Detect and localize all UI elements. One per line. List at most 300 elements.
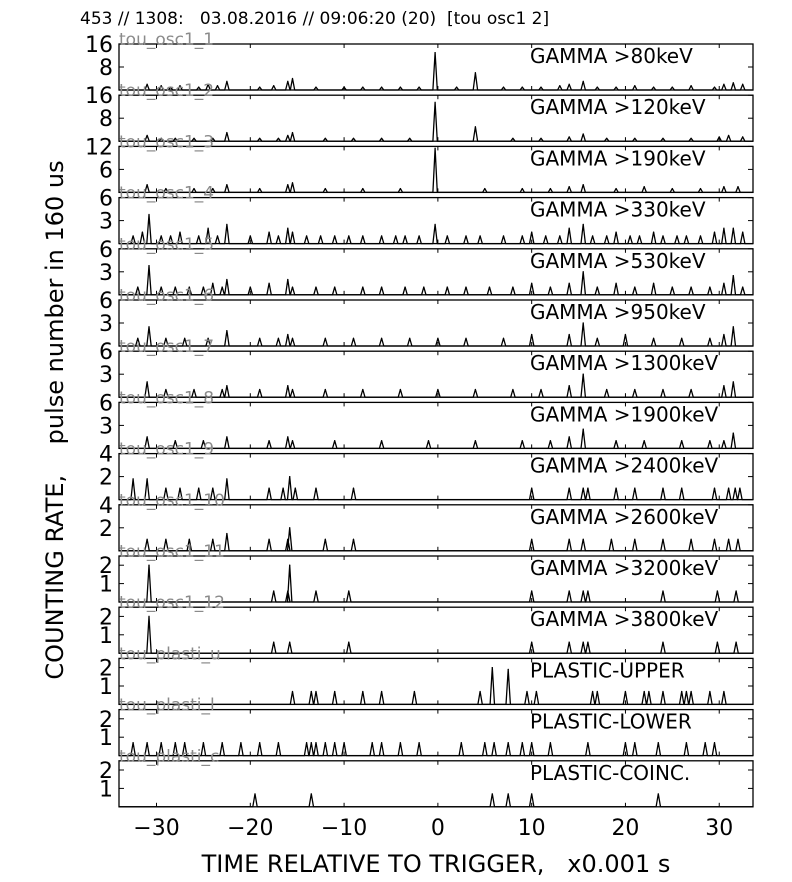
peak-point: [434, 148, 435, 149]
peak-point: [456, 87, 457, 88]
peak-point: [287, 590, 288, 591]
peak-point: [419, 235, 420, 236]
peak-point: [522, 188, 523, 189]
peak-point: [148, 616, 149, 617]
peak-point: [362, 235, 363, 236]
peak-point: [569, 488, 570, 489]
peak-point: [147, 742, 148, 743]
peak-point: [381, 338, 382, 339]
peak-point: [273, 85, 274, 86]
peak-point: [512, 287, 513, 288]
peak-point: [434, 102, 435, 103]
peak-point: [662, 590, 663, 591]
peak-point: [691, 691, 692, 692]
peak-point: [465, 338, 466, 339]
peak-point: [606, 389, 607, 390]
peak-point: [611, 539, 612, 540]
peak-point: [662, 539, 663, 540]
peak-point: [714, 87, 715, 88]
peak-point: [189, 539, 190, 540]
peak-point: [259, 389, 260, 390]
peak-point: [259, 338, 260, 339]
peak-point: [653, 232, 654, 233]
panel-id-label: tou_osc1_3: [119, 132, 215, 153]
peak-point: [492, 793, 493, 794]
peak-point: [311, 793, 312, 794]
peak-point: [494, 742, 495, 743]
peak-point: [259, 742, 260, 743]
peak-point: [559, 85, 560, 86]
peak-point: [634, 488, 635, 489]
peak-point: [569, 642, 570, 643]
peak-point: [531, 793, 532, 794]
peak-point: [531, 488, 532, 489]
peak-point: [395, 235, 396, 236]
peak-point: [409, 338, 410, 339]
peak-point: [278, 235, 279, 236]
peak-point: [315, 590, 316, 591]
peak-point: [259, 188, 260, 189]
peak-point: [587, 742, 588, 743]
peak-point: [148, 265, 149, 266]
peak-point: [400, 389, 401, 390]
peak-point: [184, 742, 185, 743]
peak-point: [325, 338, 326, 339]
peak-point: [714, 539, 715, 540]
x-axis-label: TIME RELATIVE TO TRIGGER, x0.001 s: [201, 850, 671, 878]
peak-point: [362, 188, 363, 189]
peak-point: [644, 186, 645, 187]
peak-point: [686, 235, 687, 236]
peak-point: [736, 642, 737, 643]
peak-point: [226, 478, 227, 479]
peak-point: [434, 224, 435, 225]
panel-title: PLASTIC-COINC.: [530, 760, 691, 785]
peak-point: [508, 742, 509, 743]
y-tick-label: 3: [99, 414, 113, 440]
peak-point: [733, 326, 734, 327]
y-tick-label: 16: [85, 33, 113, 58]
peak-point: [569, 385, 570, 386]
y-tick-label: 8: [99, 56, 113, 81]
y-tick-label: 2: [99, 707, 113, 733]
plot-header: 453 // 1308: 03.08.2016 // 09:06:20 (20) [tou osc1 2]: [80, 9, 550, 29]
panel-id-label: tou_osc1_2: [119, 81, 215, 102]
peak-point: [569, 186, 570, 187]
peak-point: [550, 287, 551, 288]
peak-point: [226, 330, 227, 331]
peak-point: [292, 232, 293, 233]
peak-point: [545, 235, 546, 236]
peak-point: [353, 488, 354, 489]
peak-point: [531, 334, 532, 335]
panel-title: GAMMA >2400keV: [530, 453, 719, 478]
peak-point: [550, 188, 551, 189]
peak-point: [583, 429, 584, 430]
peak-point: [353, 539, 354, 540]
peak-point: [289, 642, 290, 643]
peak-point: [736, 590, 737, 591]
peak-point: [315, 691, 316, 692]
peak-point: [147, 436, 148, 437]
peak-point: [179, 232, 180, 233]
peak-point: [287, 81, 288, 82]
peak-point: [709, 287, 710, 288]
peak-point: [283, 488, 284, 489]
peak-point: [569, 283, 570, 284]
peak-point: [226, 385, 227, 386]
peak-point: [569, 84, 570, 85]
peak-point: [522, 440, 523, 441]
peak-point: [676, 235, 677, 236]
peak-point: [334, 691, 335, 692]
peak-point: [142, 232, 143, 233]
peak-point: [615, 488, 616, 489]
peak-point: [484, 188, 485, 189]
series-trace: [119, 374, 753, 397]
y-tick-label: 3: [99, 260, 113, 286]
peak-point: [569, 228, 570, 229]
panel-id-label: tou_osc1_4: [119, 183, 215, 204]
peak-point: [165, 488, 166, 489]
peak-point: [311, 691, 312, 692]
peak-point: [583, 590, 584, 591]
peak-point: [222, 389, 223, 390]
peak-point: [723, 228, 724, 229]
peak-point: [287, 184, 288, 185]
peak-point: [437, 338, 438, 339]
peak-point: [672, 287, 673, 288]
peak-point: [737, 186, 738, 187]
peak-point: [147, 478, 148, 479]
peak-point: [381, 138, 382, 139]
y-tick-label: 6: [99, 289, 113, 314]
peak-point: [672, 188, 673, 189]
panel-title: GAMMA >190keV: [530, 146, 706, 171]
peak-point: [592, 235, 593, 236]
peak-point: [147, 539, 148, 540]
peak-point: [653, 338, 654, 339]
peak-point: [672, 87, 673, 88]
peak-point: [381, 87, 382, 88]
x-tick-label: −20: [227, 815, 274, 841]
peak-point: [311, 742, 312, 743]
peak-point: [644, 440, 645, 441]
peak-point: [615, 188, 616, 189]
peak-point: [606, 138, 607, 139]
peak-point: [222, 287, 223, 288]
peak-point: [531, 742, 532, 743]
peak-point: [681, 440, 682, 441]
peak-point: [597, 691, 598, 692]
peak-point: [226, 81, 227, 82]
peak-point: [691, 138, 692, 139]
peak-point: [292, 338, 293, 339]
peak-point: [226, 224, 227, 225]
series-trace: [119, 323, 753, 346]
panel-id-label: tou_plasti_u: [119, 644, 221, 665]
peak-point: [250, 287, 251, 288]
peak-point: [362, 287, 363, 288]
peak-point: [254, 793, 255, 794]
peak-point: [484, 742, 485, 743]
peak-point: [630, 235, 631, 236]
peak-point: [240, 742, 241, 743]
peak-point: [278, 138, 279, 139]
peak-point: [531, 283, 532, 284]
peak-point: [479, 691, 480, 692]
y-tick-label: 6: [99, 237, 113, 263]
peak-point: [615, 283, 616, 284]
peak-point: [268, 488, 269, 489]
peak-point: [709, 338, 710, 339]
peak-point: [461, 742, 462, 743]
peak-point: [475, 389, 476, 390]
y-tick-label: 2: [99, 759, 113, 784]
peak-point: [419, 742, 420, 743]
peak-point: [681, 338, 682, 339]
peak-point: [259, 138, 260, 139]
panel-title: GAMMA >80keV: [530, 44, 693, 68]
peak-point: [161, 742, 162, 743]
peak-point: [512, 389, 513, 390]
peak-point: [315, 742, 316, 743]
peak-point: [723, 385, 724, 386]
panel-title: GAMMA >950keV: [530, 300, 706, 324]
peak-point: [325, 138, 326, 139]
peak-point: [489, 287, 490, 288]
x-tick-label: 0: [430, 815, 445, 841]
peak-point: [658, 793, 659, 794]
y-tick-label: 1: [99, 777, 113, 803]
peak-point: [723, 84, 724, 85]
peak-point: [531, 642, 532, 643]
peak-point: [353, 138, 354, 139]
peak-point: [259, 87, 260, 88]
peak-point: [492, 667, 493, 668]
peak-point: [447, 235, 448, 236]
panel-title: GAMMA >2600keV: [530, 504, 719, 529]
peak-point: [306, 235, 307, 236]
peak-point: [226, 436, 227, 437]
peak-point: [289, 565, 290, 566]
peak-point: [662, 488, 663, 489]
peak-point: [278, 742, 279, 743]
peak-point: [569, 436, 570, 437]
peak-point: [639, 235, 640, 236]
peak-point: [540, 138, 541, 139]
peak-point: [662, 235, 663, 236]
peak-point: [268, 539, 269, 540]
peak-point: [348, 590, 349, 591]
peak-point: [686, 691, 687, 692]
x-tick-label: −30: [133, 815, 180, 841]
peak-point: [292, 440, 293, 441]
x-tick-label: −10: [320, 815, 368, 841]
peak-point: [325, 539, 326, 540]
peak-point: [475, 126, 476, 127]
peak-point: [653, 283, 654, 284]
panel-id-label: tou_osc1_9: [119, 439, 215, 460]
peak-point: [268, 283, 269, 284]
peak-point: [465, 235, 466, 236]
peak-point: [400, 742, 401, 743]
peak-point: [691, 539, 692, 540]
peak-point: [569, 334, 570, 335]
peak-point: [226, 132, 227, 133]
y-tick-label: 2: [99, 465, 113, 491]
peak-point: [723, 186, 724, 187]
peak-point: [559, 235, 560, 236]
peak-point: [569, 539, 570, 540]
peak-point: [717, 642, 718, 643]
y-tick-label: 3: [99, 312, 113, 337]
peak-point: [733, 432, 734, 433]
peak-point: [268, 232, 269, 233]
peak-point: [400, 87, 401, 88]
peak-point: [583, 539, 584, 540]
peak-point: [662, 642, 663, 643]
peak-point: [569, 136, 570, 137]
peak-point: [606, 235, 607, 236]
peak-point: [723, 691, 724, 692]
peak-point: [709, 440, 710, 441]
peak-point: [222, 742, 223, 743]
peak-point: [287, 279, 288, 280]
y-tick-label: 6: [99, 391, 113, 417]
peak-point: [709, 691, 710, 692]
peak-point: [714, 232, 715, 233]
peak-point: [381, 235, 382, 236]
y-tick-label: 3: [99, 209, 113, 235]
peak-point: [615, 87, 616, 88]
panel-id-label: tou_plasti_l: [119, 695, 215, 716]
peak-point: [207, 228, 208, 229]
peak-point: [343, 87, 344, 88]
peak-point: [165, 539, 166, 540]
peak-point: [381, 440, 382, 441]
peak-point: [203, 742, 204, 743]
y-tick-label: 2: [99, 554, 113, 580]
y-tick-label: 6: [99, 186, 113, 212]
peak-point: [325, 742, 326, 743]
peak-point: [315, 87, 316, 88]
peak-point: [733, 228, 734, 229]
y-tick-label: 1: [99, 572, 113, 598]
peak-point: [353, 338, 354, 339]
peak-point: [587, 642, 588, 643]
peak-point: [362, 691, 363, 692]
peak-point: [334, 440, 335, 441]
peak-point: [583, 184, 584, 185]
panel-id-label: tou_osc1_11: [119, 542, 225, 562]
panel-id-label: tou_osc1_10: [119, 490, 225, 511]
peak-point: [531, 590, 532, 591]
peak-point: [268, 440, 269, 441]
peak-point: [583, 488, 584, 489]
peak-point: [719, 136, 720, 137]
peak-point: [325, 389, 326, 390]
peak-point: [292, 287, 293, 288]
peak-point: [381, 287, 382, 288]
peak-point: [728, 488, 729, 489]
y-tick-label: 1: [99, 623, 113, 649]
peak-point: [587, 488, 588, 489]
peak-point: [295, 488, 296, 489]
peak-point: [583, 133, 584, 134]
peak-point: [334, 742, 335, 743]
peak-point: [334, 287, 335, 288]
y-tick-label: 1: [99, 675, 113, 700]
peak-point: [587, 590, 588, 591]
y-tick-label: 2: [99, 605, 113, 631]
peak-point: [362, 87, 363, 88]
peak-point: [362, 389, 363, 390]
y-tick-label: 4: [99, 493, 113, 519]
peak-point: [634, 287, 635, 288]
y-axis-label: COUNTING RATE, pulse number in 160 us: [41, 160, 69, 680]
panel-id-label: tou_osc1_7: [119, 337, 215, 358]
peak-point: [292, 78, 293, 79]
peak-point: [503, 235, 504, 236]
peak-point: [428, 440, 429, 441]
peak-point: [287, 334, 288, 335]
peak-point: [250, 235, 251, 236]
peak-point: [212, 283, 213, 284]
peak-point: [292, 182, 293, 183]
peak-point: [226, 184, 227, 185]
peak-point: [217, 85, 218, 86]
peak-point: [634, 85, 635, 86]
peak-point: [522, 87, 523, 88]
y-tick-label: 6: [99, 158, 113, 184]
peak-point: [536, 691, 537, 692]
y-tick-label: 2: [99, 516, 113, 542]
peak-point: [742, 84, 743, 85]
peak-point: [434, 52, 435, 53]
peak-point: [691, 85, 692, 86]
y-tick-label: 6: [99, 340, 113, 366]
peak-point: [212, 539, 213, 540]
peak-point: [287, 228, 288, 229]
peak-point: [550, 742, 551, 743]
peak-point: [306, 742, 307, 743]
peak-point: [717, 590, 718, 591]
y-tick-label: 8: [99, 107, 113, 133]
peak-point: [132, 742, 133, 743]
peak-point: [273, 590, 274, 591]
peak-point: [315, 287, 316, 288]
peak-point: [691, 389, 692, 390]
peak-point: [592, 691, 593, 692]
peak-point: [583, 642, 584, 643]
peak-point: [739, 488, 740, 489]
peak-point: [531, 539, 532, 540]
peak-point: [179, 488, 180, 489]
peak-point: [625, 742, 626, 743]
peak-point: [273, 642, 274, 643]
peak-point: [348, 235, 349, 236]
peak-point: [175, 742, 176, 743]
panel-title: PLASTIC-LOWER: [530, 709, 692, 734]
peak-point: [437, 389, 438, 390]
peak-point: [148, 214, 149, 215]
peak-point: [658, 742, 659, 743]
peak-point: [737, 539, 738, 540]
peak-point: [414, 691, 415, 692]
peak-point: [479, 235, 480, 236]
peak-point: [662, 138, 663, 139]
